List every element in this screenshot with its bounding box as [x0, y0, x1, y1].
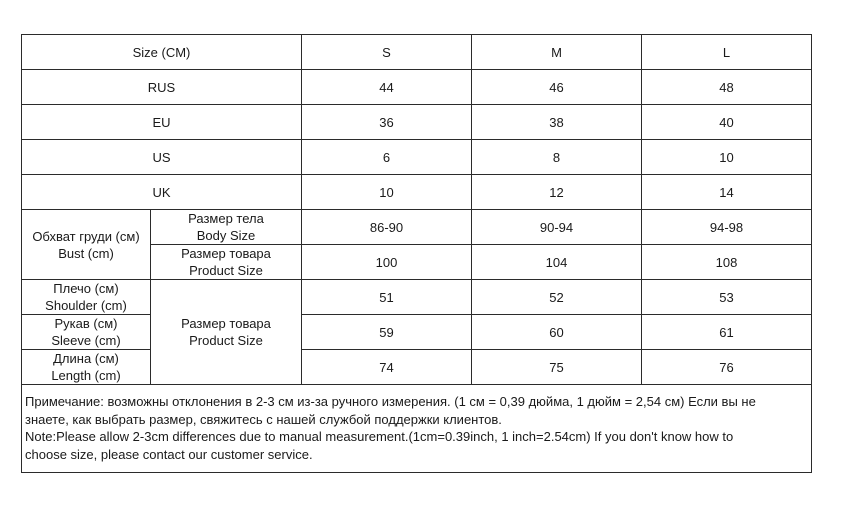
bust-product-size-label-en: Product Size	[189, 263, 263, 278]
table-cell: 8	[472, 140, 642, 175]
size-chart-table	[21, 34, 812, 473]
length-label-ru: Длина (см)	[53, 351, 119, 366]
table-cell: 6	[302, 140, 472, 175]
table-cell: 60	[472, 315, 642, 350]
table-cell: 14	[642, 175, 812, 210]
table-cell: 100	[302, 245, 472, 280]
table-cell: 59	[302, 315, 472, 350]
product-size-group-label	[151, 280, 302, 385]
bust-label-ru: Обхват груди (см)	[32, 228, 140, 244]
row-label-eu: EU	[22, 105, 302, 140]
bust-product-size-label-ru: Размер товара	[181, 246, 271, 261]
length-label	[22, 350, 151, 385]
body-size-label-ru: Размер тела	[188, 211, 264, 226]
body-size-label	[151, 210, 302, 245]
table-cell: 74	[302, 350, 472, 385]
header-row	[22, 35, 812, 70]
bust-product-size-label	[151, 245, 302, 280]
note-row	[22, 385, 812, 473]
table-cell: 10	[642, 140, 812, 175]
table-cell: 48	[642, 70, 812, 105]
product-size-group-label-ru: Размер товара	[181, 316, 271, 331]
table-cell: 38	[472, 105, 642, 140]
row-label-rus: RUS	[22, 70, 302, 105]
table-row-shoulder	[22, 280, 812, 315]
table-row-us	[22, 140, 812, 175]
row-label-uk: UK	[22, 175, 302, 210]
table-cell: 75	[472, 350, 642, 385]
shoulder-label-ru: Плечо (см)	[53, 281, 119, 296]
table-cell: 51	[302, 280, 472, 315]
note-line-en-1: Note:Please allow 2-3cm differences due to manual measurement.(1cm=0.39inch, 1 inch=2.54cm) If you don't know how to	[25, 429, 734, 444]
table-cell: 46	[472, 70, 642, 105]
header-size-label: Size (CM)	[22, 35, 302, 70]
table-row-bust-body	[22, 210, 812, 245]
header-size-m: M	[472, 35, 642, 70]
table-cell: 104	[472, 245, 642, 280]
table-cell: 10	[302, 175, 472, 210]
table-cell: 36	[302, 105, 472, 140]
body-size-label-en: Body Size	[196, 228, 256, 243]
table-cell: 12	[472, 175, 642, 210]
table-cell: 86-90	[302, 210, 472, 245]
note-line-ru-2: знаете, как выбрать размер, свяжитесь с нашей службой поддержки клиентов.	[25, 411, 502, 427]
header-size-l: L	[642, 35, 812, 70]
bust-label	[22, 210, 151, 280]
note-line-ru-1: Примечание: возможны отклонения в 2-3 см из-за ручного измерения. (1 см = 0,39 дюйма, 1 дюйм = 2,54 см) Если вы не	[25, 394, 756, 409]
table-row-eu	[22, 105, 812, 140]
row-label-us: US	[22, 140, 302, 175]
table-cell: 44	[302, 70, 472, 105]
table-cell: 76	[642, 350, 812, 385]
sleeve-label	[22, 315, 151, 350]
table-row-rus	[22, 70, 812, 105]
table-cell: 90-94	[472, 210, 642, 245]
length-label-en: Length (cm)	[51, 368, 121, 383]
table-cell: 53	[642, 280, 812, 315]
table-cell: 40	[642, 105, 812, 140]
table-cell: 61	[642, 315, 812, 350]
note-line-en-2: choose size, please contact our customer service.	[25, 446, 313, 462]
sleeve-label-en: Sleeve (cm)	[51, 333, 121, 348]
product-size-group-label-en: Product Size	[189, 333, 263, 348]
shoulder-label	[22, 280, 151, 315]
table-cell: 52	[472, 280, 642, 315]
bust-label-en: Bust (cm)	[58, 245, 114, 261]
shoulder-label-en: Shoulder (cm)	[45, 298, 127, 313]
header-size-s: S	[302, 35, 472, 70]
table-cell: 108	[642, 245, 812, 280]
table-row-uk	[22, 175, 812, 210]
table-row-length	[22, 350, 812, 385]
sleeve-label-ru: Рукав (см)	[54, 316, 118, 331]
table-cell: 94-98	[642, 210, 812, 245]
table-row-sleeve	[22, 315, 812, 350]
measurement-note	[22, 385, 812, 473]
